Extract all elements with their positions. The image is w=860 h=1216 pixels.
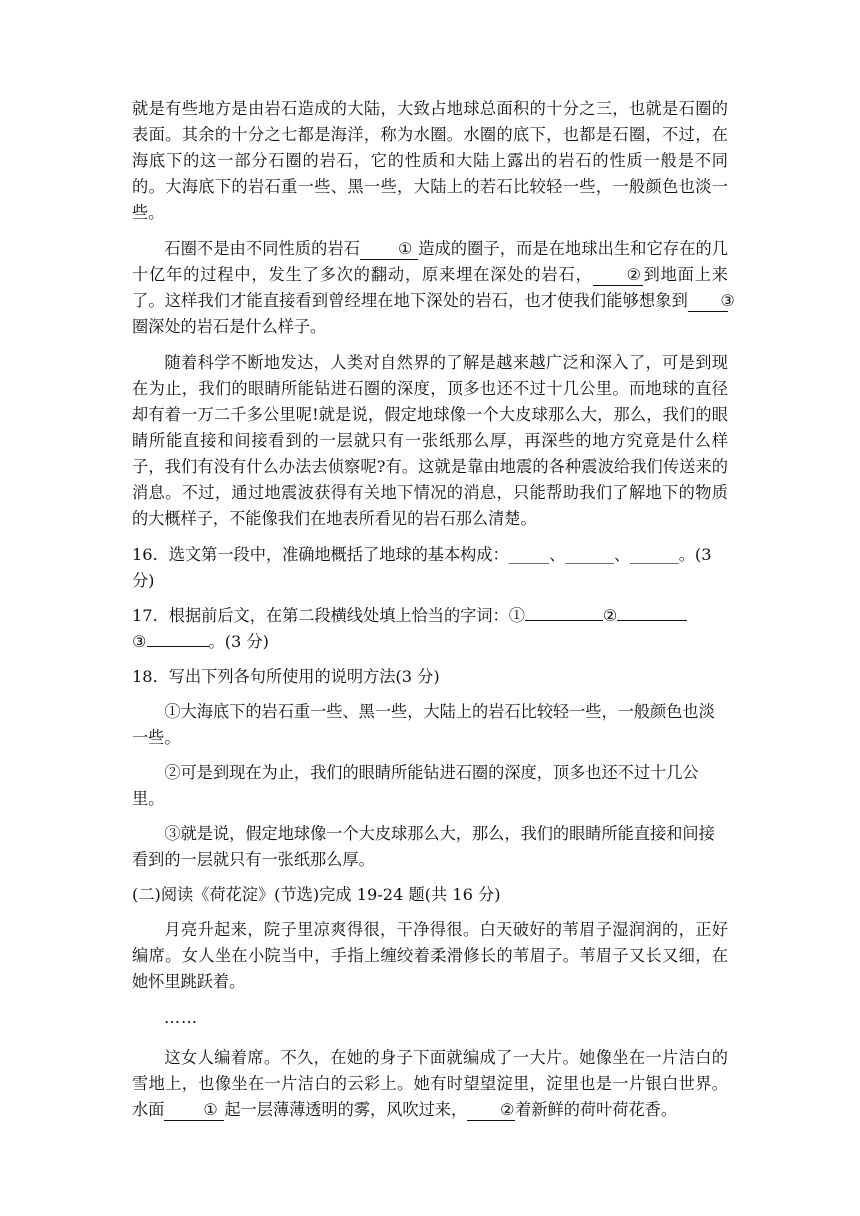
passage-paragraph-3: 随着科学不断地发达，人类对自然界的了解是越来越广泛和深入了，可是到现在为止，我们的眼睛所能钻进石圈的深度，顶多也还不过十几公里。而地球的直径却有着一万二千多公里呢!就是说，假定地球像一个大皮球那么大，那么，我们的眼睛所能直接和间接看到的一层就只有一张纸那么厚，再深些的地方究竟是什么样子，我们有没有什么办法去侦察呢?有。这就是靠由地震的各种震波给我们传送来的消息。不过，通过地震波获得有关地下情况的消息，只能帮助我们了解地下的物质的大概样子，不能像我们在地表所看见的岩石那么清楚。 [132, 353, 728, 528]
question-17-score: 。(3 分) [208, 632, 269, 651]
question-18-item-3: ③就是说，假定地球像一个大皮球那么大，那么，我们的眼睛所能直接和间接看到的一层就只有一张纸那么厚。 [132, 824, 715, 869]
ellipsis: …… [164, 1008, 198, 1027]
answer-blank [147, 646, 209, 647]
section-heading: (二)阅读《荷花淀》(节选)完成 19-24 题(共 16 分) [132, 885, 501, 904]
question-18-item-2: ②可是到现在为止，我们的眼睛所能钻进石圈的深度，顶多也还不过十几公里。 [132, 763, 699, 808]
passage-paragraph-1: 就是有些地方是由岩石造成的大陆，大致占地球总面积的十分之三，也就是石圈的表面。其余的十分之七都是海洋，称为水圈。水圈的底下，也都是石圈，不过，在海底下的这一部分石圈的岩石，它的性质和大陆上露出的岩石的性质一般是不同的。大海底下的岩石重一些、黑一些，大陆上的若石比较轻一些，一般颜色也淡一些。 [132, 99, 728, 222]
question-18: 18．写出下列各句所使用的说明方法(3 分) [132, 667, 440, 686]
question-17-marker: ② [602, 606, 618, 625]
text-segment: 造成的圈子，而是在地球出生和它存在的几十亿年的过程中，发生了多次的翻动，原来埋在深处的岩石， [132, 239, 728, 284]
fill-blank-2: ② [467, 1100, 515, 1121]
document-page [132, 96, 735, 1133]
question-17-text: 17．根据前后文，在第二段横线处填上恰当的字词：① [132, 606, 525, 625]
question-18-item-1: ①大海底下的岩石重一些、黑一些，大陆上的岩石比较轻一些，一般颜色也淡一些。 [132, 702, 715, 747]
fill-blank-1: ① [360, 239, 418, 260]
text-segment: 这女人编着席。不久，在她的身子下面就编成了一大片。她像坐在一片洁白的雪地上，也像坐在一片洁白的云彩上。她有时望望淀里，淀里也是一片银白世界。水面 [132, 1048, 728, 1119]
answer-blank [617, 620, 687, 621]
text-segment: 圈深处的岩石是什么样子。 [132, 317, 327, 336]
answer-blank [525, 620, 603, 621]
reading-paragraph-2 [132, 1045, 728, 1123]
passage-paragraph-2 [132, 236, 735, 340]
fill-blank-3: ③ [688, 291, 728, 312]
fill-blank-1: ① [164, 1100, 224, 1121]
text-segment: 起一层薄薄透明的雾，风吹过来， [224, 1100, 468, 1119]
reading-paragraph-1: 月亮升起来，院子里凉爽得很，干净得很。白天破好的苇眉子湿润润的，正好编席。女人坐在小院当中，手指上缠绞着柔滑修长的苇眉子。苇眉子又长又细，在她怀里跳跃着。 [132, 920, 728, 991]
text-segment: 石圈不是由不同性质的岩石 [164, 239, 361, 258]
text-segment: 到地面上来了。这样我们才能直接看到曾经埋在地下深处的岩石，也才使我们能够想象到 [132, 265, 728, 310]
question-16: 16．选文第一段中，准确地概括了地球的基本构成：_____、______、______。(3 分) [132, 545, 712, 590]
fill-blank-2: ② [593, 265, 643, 286]
text-segment: 着新鲜的荷叶荷花香。 [515, 1100, 678, 1119]
question-17-marker: ③ [132, 632, 147, 651]
question-17 [132, 603, 728, 655]
